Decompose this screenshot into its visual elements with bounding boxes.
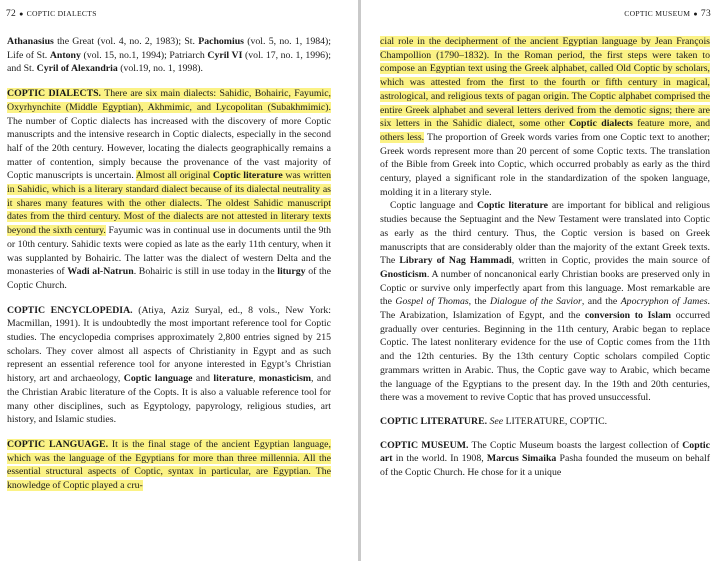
text: the Great (vol. 4, no. 2, 1983); St. (53, 36, 199, 47)
text: The Coptic Museum boasts the largest collection of (468, 439, 683, 451)
title-gospel-of-thomas: Gospel of Thomas (395, 296, 469, 308)
text: (vol. 5, no. 1, 1984); Life of St. (7, 36, 331, 61)
right-running-header (624, 9, 711, 19)
highlighted-text: feature more, and others less. (380, 118, 711, 143)
term-cyril-of-alexandria: Cyril of Alexandria (36, 63, 118, 75)
term-coptic-language: Coptic language (123, 373, 193, 385)
right-column (380, 35, 710, 480)
paragraph (380, 199, 710, 405)
text: Fayumic was in continual use in documents until the 9th or 10th century. Sahidic texts were copied as late as the early 11th century, when it was supplanted by Bohairic. The latter was the dialect of western Delta and the monasteries of (7, 225, 331, 278)
spacer (380, 405, 710, 415)
term-wadi-al-natrun: Wadi al-Natrun (67, 266, 134, 278)
highlighted-text: was written in Sahidic, which is a literary standard dialect because of its dialectal neutrality as it shares many features with the other dialects. The oldest Sahidic manuscript dates from the third century. Most of the dialects are not attested in literary texts beyond the sixth century. (7, 170, 331, 237)
right-running-head: COPTIC MUSEUM (624, 9, 691, 18)
entry-heading: COPTIC LITERATURE. (380, 415, 488, 427)
term-coptic-dialects: Coptic dialects (569, 118, 633, 130)
term-pachomius: Pachomius (198, 36, 244, 47)
highlighted-text: cial role in the decipherment of the ancient Egyptian language by Jean François Champollion (1790–1832). In the Roman period, the first steps were taken to compose an Egyptian text using the Greek alphabet, called Old Coptic by scholars, which was attested from the first to the fourth or fifth century in magical, astrological, and religious texts of pagan origin. The Coptic alphabet comprised the entire Greek alphabet and several letters derived from the demotic signs; there are six letters in the Sahidic dialect, some other (380, 36, 710, 130)
text: (vol.19, no. 1, 1998). (117, 63, 203, 75)
bullet-separator: ● (19, 10, 24, 18)
entry-heading: COPTIC LANGUAGE. (7, 438, 109, 450)
text: . The Arabization, Islamization of Egypt, and the (380, 296, 710, 322)
text: Coptic language and (390, 200, 477, 212)
term-library-of-nag-hammadi: Library of Nag Hammadi (399, 255, 512, 267)
text: , and the Christian Arabic literature of the Copts. It is also a valuable reference tool for many other disciplines, such as Egyptology, papyrology, religious studies, art history, and Islamic studies. (7, 373, 332, 426)
title-dialogue-of-the-savior: Dialogue of the Savior (489, 296, 582, 308)
spacer (7, 76, 331, 87)
term-liturgy: liturgy (277, 266, 306, 278)
text: . A number of noncanonical early Christian books are preserved only in Coptic or survive only imperfectly apart from this language. Most remarkable are the (380, 268, 710, 308)
entry-coptic-language-continued (380, 35, 710, 199)
right-page (361, 0, 720, 561)
highlighted-text: Almost all original (135, 170, 213, 182)
text: and (192, 373, 214, 385)
entry-coptic-dialects (7, 87, 331, 293)
entry-coptic-literature (380, 415, 710, 429)
left-page (0, 0, 358, 561)
right-page-number: 73 (700, 9, 711, 19)
entry-heading: COPTIC ENCYCLOPEDIA. (7, 304, 133, 316)
left-page-number: 72 (6, 9, 17, 19)
text: , written in Coptic, provides the main source of (511, 255, 710, 267)
text: The number of Coptic dialects has increased with the discovery of more Coptic manuscripts and the intensive research in Coptic dialects, especially in the second half of the 20th century. However, locating the dialects geographically remains a matter of contention, simply because the provenance of the vast majority of Coptic manuscripts is uncertain. (7, 115, 331, 182)
text: occurred gradually over centuries. Beginning in the 11th century, Arabic began to replace Coptic. The latest nonliterary evidence for the use of Coptic comes from the 11th and the 12th centuries. By the 13th century Coptic scholars compiled Coptic grammars written in Arabic. Thus, the Coptic gave way to Arabic, which became the language of the Egyptians to the present day. In the 19th and 20th centuries, there was a movement to revive Coptic that has proved unsuccessful. (380, 310, 711, 404)
text: LITERATURE, COPTIC. (503, 415, 608, 427)
highlighted-text: There are six main dialects: Sahidic, Bohairic, Fayumic, Oxyrhynchite (Middle Egyptian), Akhmimic, and Lycopolitan (Subakhmimic). (7, 88, 331, 113)
term-antony: Antony (49, 49, 81, 61)
term-coptic-literature: Coptic literature (476, 200, 549, 212)
text: . Bohairic is still in use today in the (133, 266, 278, 278)
term-monasticism: monasticism (258, 373, 312, 385)
text: , and the (581, 296, 621, 308)
left-column (7, 35, 331, 493)
entry-coptic-encyclopedia (7, 304, 331, 427)
term-gnosticism: Gnosticism (380, 268, 427, 280)
entry-heading: COPTIC MUSEUM. (380, 439, 469, 451)
spacer (380, 429, 710, 439)
text: Pasha founded the museum on behalf of the Coptic Church. He chose for it a unique (380, 453, 710, 479)
text: , the (468, 296, 490, 308)
term-coptic-art: Coptic art (380, 439, 710, 465)
text: are important for biblical and religious studies because the Septuagint and the New Testament were translated into Coptic as early as the third century. Thus, the Coptic version is based on Greek manuscripts that are considerably older than the majority of the extant Greek texts. The (380, 200, 710, 267)
text: (Atiya, Aziz Suryal, ed., 8 vols., New York: Macmillan, 1991). It is undoubtedly the most important reference tool for Coptic studies. The encyclopedia comprises approximately 2,800 entries signed by 215 scholars. They cover almost all aspects of Christianity in Egypt and as such represent an essential reference tool for anyone interested in Egypt’s Christian history, art and archaeology, (7, 304, 331, 385)
text: The proportion of Greek words varies from one Coptic text to another; Greek words represent more than 20 percent of some Coptic texts. The translation of the Bible from Greek into Coptic, which occurred probably as early as the third century, played a significant role in the standardization of the spoken language, molding it in a literary style. (380, 131, 710, 198)
term-marcus-simaika: Marcus Simaika (486, 453, 557, 465)
text: , (252, 373, 259, 385)
term-coptic-literature: Coptic literature (212, 170, 283, 182)
see-reference: See (489, 415, 504, 427)
term-cyril-vi: Cyril VI (207, 49, 243, 61)
left-running-header (6, 9, 97, 19)
entry-coptic-museum (380, 439, 710, 480)
term-conversion-to-islam: conversion to Islam (584, 310, 672, 322)
text: (vol. 17, no. 1, 1996); and St. (7, 49, 331, 75)
spacer (7, 427, 331, 438)
spacer (7, 293, 331, 304)
cross-reference-paragraph (7, 35, 331, 76)
entry-coptic-language (7, 438, 331, 493)
text: (vol. 15, no.1, 1994); Patriarch (80, 49, 208, 61)
highlighted-text: It is the final stage of the ancient Egyptian language, which was the language of the Egyptians for more than three millennia. All the essential structural aspects of Coptic, syntax in particular, are Egyptian. The knowledge of Coptic played a cru- (7, 438, 331, 492)
entry-heading: COPTIC DIALECTS. (7, 88, 102, 100)
term-literature: literature (213, 373, 253, 385)
text: in the world. In 1908, (392, 453, 487, 465)
bullet-separator: ● (693, 10, 698, 18)
title-apocryphon-of-james: Apocryphon of James (620, 296, 708, 308)
term-athanasius: Athanasius (7, 36, 54, 47)
text: of the Coptic Church. (7, 266, 332, 291)
left-running-head: COPTIC DIALECTS (26, 9, 97, 18)
